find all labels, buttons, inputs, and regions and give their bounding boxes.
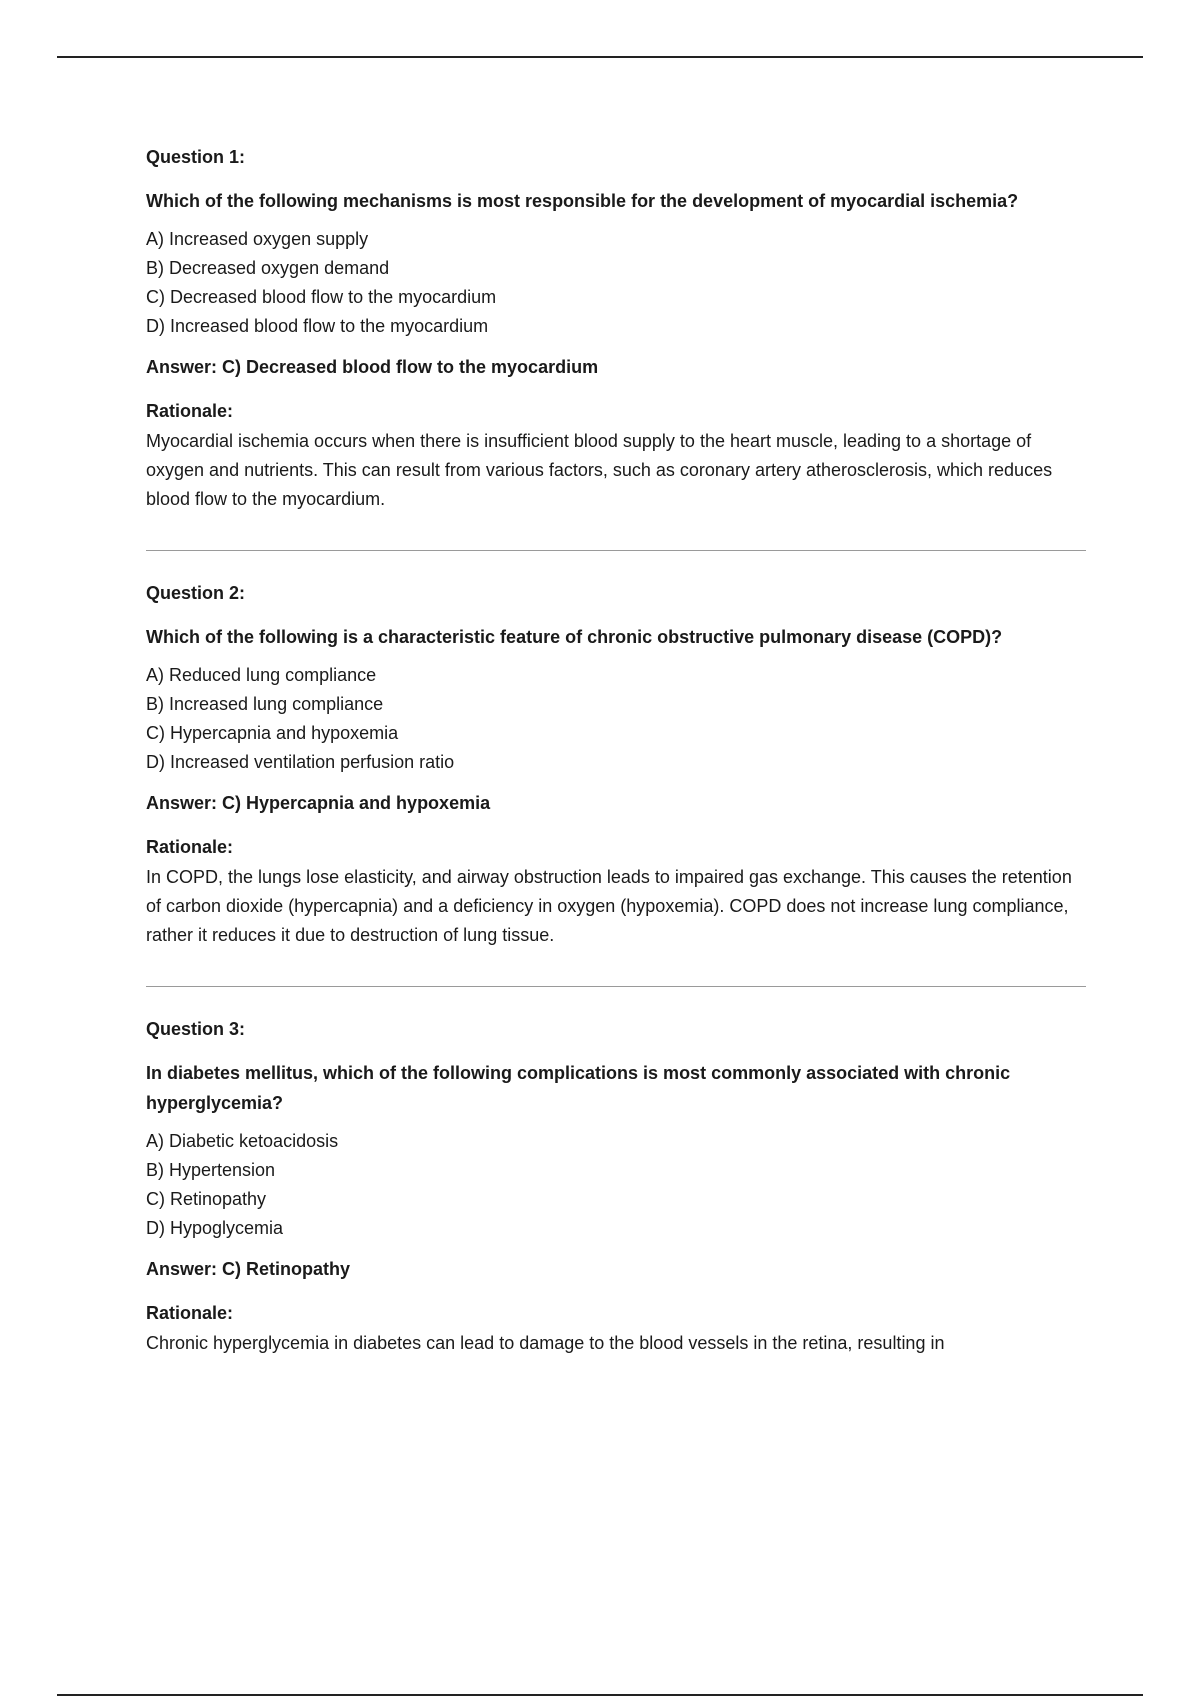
page-bottom-rule: [57, 1694, 1143, 1696]
correct-answer: Answer: C) Hypercapnia and hypoxemia: [146, 793, 491, 813]
option-c: C) Hypercapnia and hypoxemia: [146, 723, 399, 743]
question-text: In diabetes mellitus, which of the following complications is most commonly associated with chronic hyperglycemia?: [146, 1063, 1011, 1113]
rationale-label: Rationale:: [146, 837, 234, 857]
page-top-rule: [57, 56, 1143, 58]
question-number: Question 2:: [146, 583, 246, 603]
answer-options: [146, 661, 1086, 777]
question-3: [146, 1017, 1086, 1358]
option-b: B) Hypertension: [146, 1160, 276, 1180]
question-number: Question 3:: [146, 1019, 246, 1039]
option-d: D) Increased ventilation perfusion ratio: [146, 752, 455, 772]
correct-answer: Answer: C) Decreased blood flow to the myocardium: [146, 357, 599, 377]
question-number: Question 1:: [146, 147, 246, 167]
question-text: Which of the following mechanisms is most responsible for the development of myocardial ischemia?: [146, 191, 1019, 211]
option-b: B) Increased lung compliance: [146, 694, 384, 714]
option-d: D) Hypoglycemia: [146, 1218, 284, 1238]
rationale-text: Chronic hyperglycemia in diabetes can lead to damage to the blood vessels in the retina, resulting in: [146, 1333, 945, 1353]
section-divider: [146, 550, 1086, 551]
document-body: [146, 145, 1086, 1358]
rationale-label: Rationale:: [146, 1303, 234, 1323]
option-a: A) Increased oxygen supply: [146, 229, 369, 249]
rationale-label: Rationale:: [146, 401, 234, 421]
option-d: D) Increased blood flow to the myocardium: [146, 316, 489, 336]
question-1: [146, 145, 1086, 514]
option-b: B) Decreased oxygen demand: [146, 258, 390, 278]
question-2: [146, 581, 1086, 950]
rationale-text: In COPD, the lungs lose elasticity, and airway obstruction leads to impaired gas exchange. This causes the retention of carbon dioxide (hypercapnia) and a deficiency in oxygen (hypoxemia). COPD does not increase lung compliance, rather it reduces it due to destruction of lung tissue.: [146, 867, 1072, 945]
option-a: A) Diabetic ketoacidosis: [146, 1131, 339, 1151]
section-divider: [146, 986, 1086, 987]
correct-answer: Answer: C) Retinopathy: [146, 1259, 351, 1279]
option-c: C) Retinopathy: [146, 1189, 267, 1209]
answer-options: [146, 1127, 1086, 1243]
rationale-text: Myocardial ischemia occurs when there is insufficient blood supply to the heart muscle, leading to a shortage of oxygen and nutrients. This can result from various factors, such as coronary artery atherosclerosis, which reduces blood flow to the myocardium.: [146, 431, 1053, 509]
option-c: C) Decreased blood flow to the myocardium: [146, 287, 497, 307]
question-text: Which of the following is a characteristic feature of chronic obstructive pulmonary disease (COPD)?: [146, 627, 1003, 647]
option-a: A) Reduced lung compliance: [146, 665, 377, 685]
answer-options: [146, 225, 1086, 341]
